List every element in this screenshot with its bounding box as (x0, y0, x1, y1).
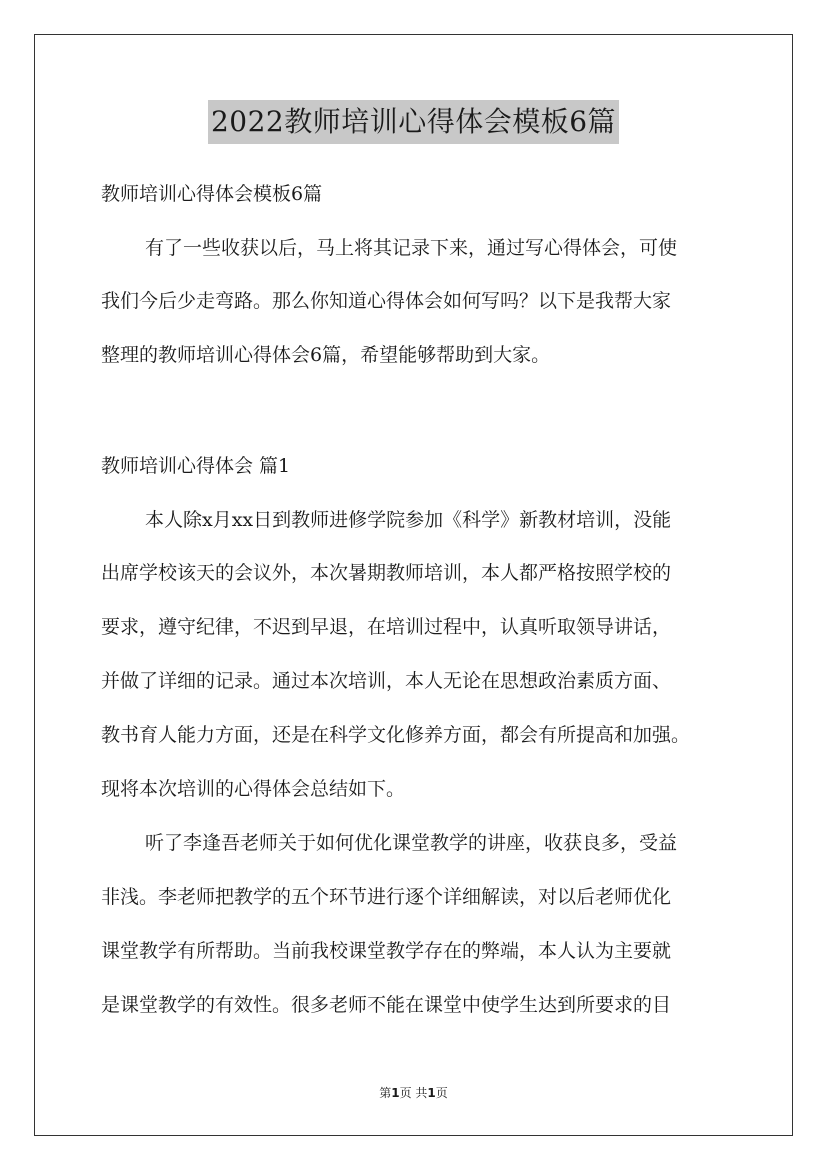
page-footer (0, 1084, 827, 1101)
paragraph-line: 并做了详细的记录。通过本次培训，本人无论在思想政治素质方面、 (101, 670, 672, 692)
section-heading: 教师培训心得体会 篇1 (101, 455, 291, 477)
footer-total-pages: 1 (427, 1086, 436, 1100)
document-subtitle: 教师培训心得体会模板6篇 (101, 183, 323, 205)
paragraph-line: 是课堂教学的有效性。很多老师不能在课堂中使学生达到所要求的目 (101, 994, 672, 1016)
paragraph-line: 非浅。李老师把教学的五个环节进行逐个详细解读，对以后老师优化 (101, 886, 672, 908)
intro-line: 有了一些收获以后，马上将其记录下来，通过写心得体会，可使 (145, 237, 678, 259)
paragraph-line: 出席学校该天的会议外，本次暑期教师培训，本人都严格按照学校的 (101, 562, 672, 584)
intro-line: 我们今后少走弯路。那么你知道心得体会如何写吗？以下是我帮大家 (101, 290, 672, 312)
paragraph-line: 本人除x月xx日到教师进修学院参加《科学》新教材培训，没能 (145, 509, 672, 531)
footer-suffix: 页 (435, 1086, 448, 1100)
footer-page-number: 1 (391, 1086, 400, 1100)
paragraph-line: 课堂教学有所帮助。当前我校课堂教学存在的弊端，本人认为主要就 (101, 940, 672, 962)
paragraph-line: 要求，遵守纪律，不迟到早退，在培训过程中，认真听取领导讲话， (101, 616, 672, 638)
intro-line: 整理的教师培训心得体会6篇，希望能够帮助到大家。 (101, 344, 551, 366)
footer-prefix: 第 (379, 1086, 392, 1100)
paragraph-line: 现将本次培训的心得体会总结如下。 (101, 778, 406, 800)
paragraph-line: 听了李逢吾老师关于如何优化课堂教学的讲座，收获良多，受益 (145, 832, 678, 854)
title-wrap (0, 100, 827, 144)
paragraph-line: 教书育人能力方面，还是在科学文化修养方面，都会有所提高和加强。 (101, 724, 691, 746)
footer-mid: 页 共 (399, 1086, 428, 1100)
document-title: 2022教师培训心得体会模板6篇 (208, 100, 619, 144)
